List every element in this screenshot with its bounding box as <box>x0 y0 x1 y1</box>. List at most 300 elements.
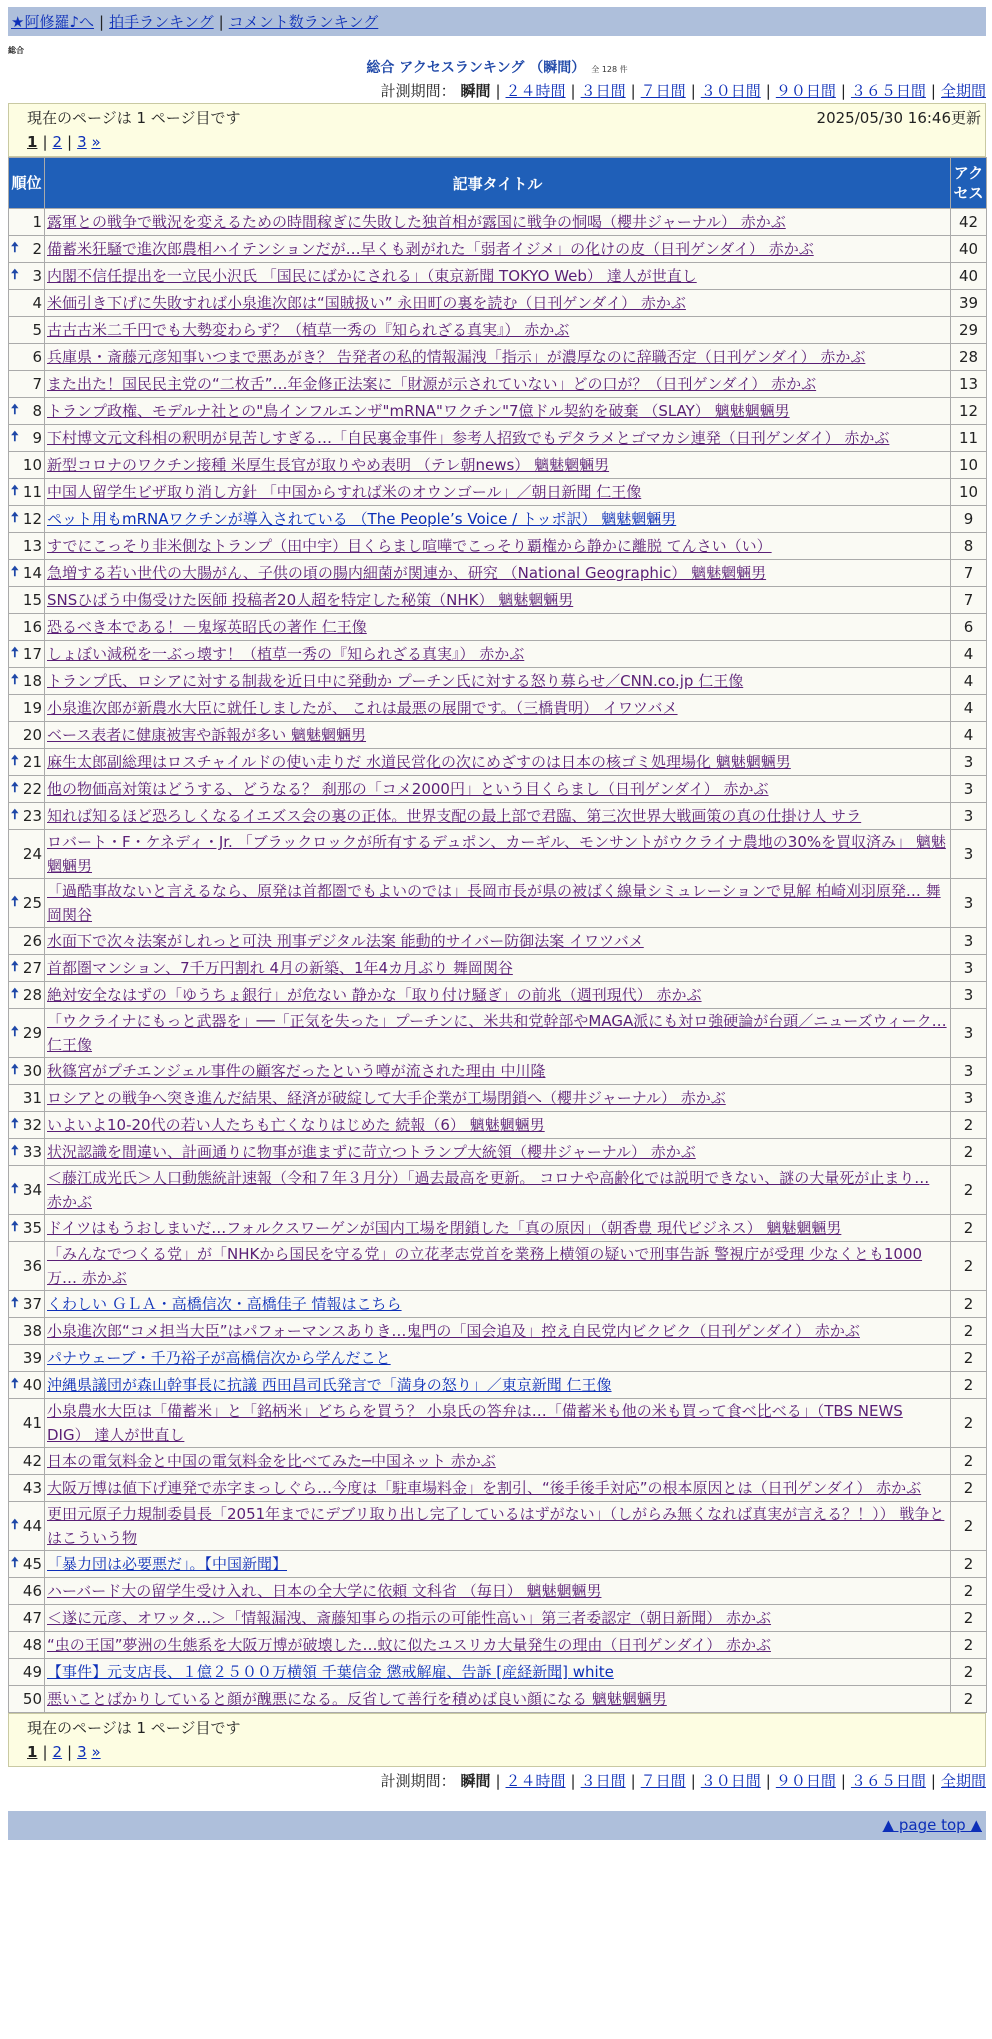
table-row <box>9 1112 987 1139</box>
article-link[interactable]: 首都圏マンション、7千万円割れ 4月の新築、1年4カ月ぶり 舞岡関谷 <box>47 959 513 977</box>
rank-up-arrow-icon: 🠅 <box>11 401 19 418</box>
rank-cell <box>9 955 45 982</box>
access-count: 9 <box>951 506 987 533</box>
table-row <box>9 830 987 879</box>
title-cell <box>45 290 951 317</box>
rank-number: 10 <box>22 456 42 474</box>
title-cell <box>45 1166 951 1215</box>
article-link[interactable]: 恐るべき本である！－鬼塚英昭氏の著作 仁王像 <box>47 618 367 636</box>
period-link[interactable]: ３０日間 <box>700 1772 761 1790</box>
separator: | <box>930 82 936 100</box>
rank-number: 21 <box>22 753 42 771</box>
rank-number: 28 <box>22 986 42 1004</box>
rank-up-arrow-icon: 🠅 <box>11 671 19 688</box>
rank-number: 38 <box>22 1322 42 1340</box>
table-row <box>9 1215 987 1242</box>
title-cell <box>45 1372 951 1399</box>
pager-top <box>8 103 986 157</box>
period-selector-top <box>8 79 986 103</box>
separator: | <box>765 1772 771 1790</box>
article-link[interactable]: すでにこっそり非米側なトランプ（田中宇）目くらまし喧嘩でこっそり覇権から静かに離脱 てんさい（い） <box>47 537 772 555</box>
access-count: 4 <box>951 641 987 668</box>
table-row <box>9 1318 987 1345</box>
access-count: 42 <box>951 209 987 236</box>
rank-number: 50 <box>22 1690 42 1708</box>
article-link[interactable]: トランプ氏、ロシアに対する制裁を近日中に発動か プーチン氏に対する怒り募らせ／CNN.co.jp 仁王像 <box>47 672 744 690</box>
article-link[interactable]: しょぼい減税を一ぶっ壊す！（植草一秀の『知られざる真実』） 赤かぶ <box>47 645 525 663</box>
rank-number: 47 <box>22 1609 42 1627</box>
table-row <box>9 1605 987 1632</box>
title-cell <box>45 236 951 263</box>
access-count: 2 <box>951 1502 987 1551</box>
access-count: 2 <box>951 1551 987 1578</box>
table-row <box>9 614 987 641</box>
title-cell <box>45 1318 951 1345</box>
table-row <box>9 928 987 955</box>
title-cell <box>45 1112 951 1139</box>
access-count: 2 <box>951 1372 987 1399</box>
rank-up-arrow-icon: 🠅 <box>11 958 19 975</box>
rank-number: 44 <box>22 1517 42 1535</box>
rank-cell <box>9 879 45 928</box>
rank-cell <box>9 344 45 371</box>
access-count: 3 <box>951 1058 987 1085</box>
rank-up-arrow-icon: 🠅 <box>11 1180 19 1197</box>
title-cell <box>45 1448 951 1475</box>
rank-up-arrow-icon: 🠅 <box>11 239 19 256</box>
title-cell <box>45 614 951 641</box>
rank-number: 43 <box>22 1479 42 1497</box>
title-header: 記事タイトル <box>45 158 951 209</box>
rank-number: 40 <box>22 1376 42 1394</box>
access-count: 2 <box>951 1112 987 1139</box>
article-link[interactable]: 小泉進次郎“コメ担当大臣”はパフォーマンスありき…鬼門の「国会追及」控え自民党内ビクビク（日刊ゲンダイ） 赤かぶ <box>47 1322 860 1340</box>
current-page-text: 現在のページは 1 ページ目です <box>27 109 241 127</box>
rank-number: 6 <box>32 348 42 366</box>
title-cell <box>45 879 951 928</box>
article-link[interactable]: ロバート・F・ケネディ・Jr. 「ブラックロックが所有するデュポン、カーギル、モンサントがウクライナ農地の30%を買収済み」 魑魅魍魎男 <box>47 833 946 875</box>
table-row <box>9 641 987 668</box>
period-link[interactable]: ３０日間 <box>700 82 761 100</box>
article-link[interactable]: 下村博文元文科相の釈明が見苦しすぎる…「自民裏金事件」参考人招致でもデタラメとゴマカシ連発（日刊ゲンダイ） 赤かぶ <box>47 429 890 447</box>
page-link[interactable]: 3 <box>77 133 87 151</box>
access-header: アクセス <box>951 158 987 209</box>
page-link[interactable]: 2 <box>52 1743 63 1761</box>
home-link[interactable]: ★阿修羅♪へ <box>11 13 95 31</box>
rank-up-arrow-icon: 🠅 <box>11 985 19 1002</box>
article-link[interactable]: トランプ政権、モデルナ社との"鳥インフルエンザ"mRNA"ワクチン"7億ドル契約を破棄 （SLAY） 魑魅魍魎男 <box>47 402 790 420</box>
access-count: 2 <box>951 1139 987 1166</box>
separator: | <box>218 12 224 31</box>
rank-number: 45 <box>22 1555 42 1573</box>
period-link[interactable]: ９０日間 <box>775 82 836 100</box>
rank-number: 22 <box>22 780 42 798</box>
article-link[interactable]: 中国人留学生ビザ取り消し方針 「中国からすれば米のオウンゴール」／朝日新聞 仁王像 <box>47 483 642 501</box>
ranking-rows <box>9 209 987 1713</box>
access-count: 11 <box>951 425 987 452</box>
title-cell <box>45 776 951 803</box>
rank-cell <box>9 209 45 236</box>
rank-up-arrow-icon: 🠅 <box>11 1142 19 1159</box>
rank-number: 39 <box>22 1349 42 1367</box>
rank-cell <box>9 1345 45 1372</box>
current-page-text: 現在のページは 1 ページ目です <box>27 1719 241 1737</box>
page-link[interactable]: » <box>91 133 101 151</box>
access-count: 2 <box>951 1632 987 1659</box>
rank-cell <box>9 506 45 533</box>
article-link[interactable]: 米価引き下げに失敗すれば小泉進次郎は“国賊扱い” 永田町の裏を読む（日刊ゲンダイ） 赤かぶ <box>47 294 686 312</box>
access-count: 29 <box>951 317 987 344</box>
access-count: 6 <box>951 614 987 641</box>
rank-number: 49 <box>22 1663 42 1681</box>
title-cell <box>45 641 951 668</box>
rank-cell <box>9 668 45 695</box>
rank-cell <box>9 1659 45 1686</box>
access-count: 2 <box>951 1242 987 1291</box>
access-count: 3 <box>951 830 987 879</box>
article-link[interactable]: ペット用もmRNAワクチンが導入されている （The People’s Voice / トッポ訳） 魑魅魍魎男 <box>47 510 677 528</box>
article-link[interactable]: 秋篠宮がプチエンジェル事件の顧客だったという噂が流された理由 中川隆 <box>47 1062 546 1080</box>
title-cell <box>45 1551 951 1578</box>
rank-up-arrow-icon: 🠅 <box>11 482 19 499</box>
period-link[interactable]: ２４時間 <box>505 82 566 100</box>
access-count: 39 <box>951 290 987 317</box>
separator: | <box>570 82 576 100</box>
title-cell <box>45 344 951 371</box>
rank-cell <box>9 695 45 722</box>
page-links <box>9 130 985 154</box>
title-cell <box>45 1009 951 1058</box>
rank-up-arrow-icon: 🠅 <box>11 644 19 661</box>
access-count: 40 <box>951 236 987 263</box>
article-link[interactable]: くわしい ＧＬＡ・高橋信次・高橋佳子 情報はこちら <box>47 1295 402 1313</box>
title-cell <box>45 695 951 722</box>
article-link[interactable]: 悪いことばかりしていると顔が醜悪になる。反省して善行を積めば良い顔になる 魑魅魍魎男 <box>47 1690 667 1708</box>
rank-up-arrow-icon: 🠅 <box>11 1023 19 1040</box>
access-count: 10 <box>951 452 987 479</box>
table-row <box>9 1399 987 1448</box>
title-cell <box>45 425 951 452</box>
title-cell <box>45 1502 951 1551</box>
period-link[interactable]: ２４時間 <box>505 1772 566 1790</box>
rank-number: 14 <box>22 564 42 582</box>
access-count: 2 <box>951 1578 987 1605</box>
title-cell <box>45 955 951 982</box>
rank-number: 30 <box>22 1062 42 1080</box>
rank-cell <box>9 1166 45 1215</box>
article-link[interactable]: 古古古米二千円でも大勢変わらず？（植草一秀の『知られざる真実』） 赤かぶ <box>47 321 570 339</box>
page-link[interactable]: 2 <box>52 133 63 151</box>
article-link[interactable]: 日本の電気料金と中国の電気料金を比べてみた─中国ネット 赤かぶ <box>47 1452 496 1470</box>
title-cell <box>45 1686 951 1713</box>
table-row <box>9 1632 987 1659</box>
rank-cell <box>9 1318 45 1345</box>
table-row <box>9 749 987 776</box>
article-link[interactable]: 備蓄米狂騒で進次郎農相ハイテンションだが…早くも剥がれた「弱者イジメ」の化けの皮（日刊ゲンダイ） 赤かぶ <box>47 240 814 258</box>
rank-cell <box>9 1448 45 1475</box>
table-row <box>9 695 987 722</box>
access-count: 2 <box>951 1475 987 1502</box>
title-cell <box>45 928 951 955</box>
table-row <box>9 506 987 533</box>
rank-up-arrow-icon: 🠅 <box>11 509 19 526</box>
period-link[interactable]: 全期間 <box>940 82 986 100</box>
rank-cell <box>9 1605 45 1632</box>
article-link[interactable]: また出た！国民民主党の“二枚舌”…年金修正法案に「財源が示されていない」どの口が？（日刊ゲンダイ） 赤かぶ <box>47 375 817 393</box>
rank-up-arrow-icon: 🠅 <box>11 1061 19 1078</box>
access-count: 4 <box>951 722 987 749</box>
rank-cell <box>9 928 45 955</box>
separator: | <box>42 133 48 151</box>
rank-up-arrow-icon: 🠅 <box>11 806 19 823</box>
page-links <box>9 1740 985 1764</box>
separator: | <box>630 82 636 100</box>
article-link[interactable]: ＜遂に元彦、オワッタ…＞「情報漏洩、斎藤知事らの指示の可能性高い」第三者委認定（朝日新聞） 赤かぶ <box>47 1609 772 1627</box>
rank-number: 12 <box>22 510 42 528</box>
title-cell <box>45 982 951 1009</box>
period-link[interactable]: ３６５日間 <box>850 1772 926 1790</box>
rank-cell <box>9 236 45 263</box>
period-link[interactable]: ７日間 <box>640 82 686 100</box>
access-count: 3 <box>951 749 987 776</box>
access-count: 40 <box>951 263 987 290</box>
title-cell <box>45 722 951 749</box>
page-top-link[interactable]: ▲ page top ▲ <box>882 1816 982 1834</box>
rank-cell <box>9 425 45 452</box>
rank-up-arrow-icon: 🠅 <box>11 779 19 796</box>
article-link[interactable]: ベース表者に健康被害や訴報が多い 魑魅魍魎男 <box>47 726 367 744</box>
rank-number: 3 <box>32 267 42 285</box>
rank-number: 24 <box>22 845 42 863</box>
article-link[interactable]: 急増する若い世代の大腸がん、子供の頃の腸内細菌が関連か、研究 （National Geographic） 魑魅魍魎男 <box>47 564 767 582</box>
rank-up-arrow-icon: 🠅 <box>11 1115 19 1132</box>
pager-bottom <box>8 1713 986 1767</box>
rank-number: 2 <box>32 240 42 258</box>
rank-number: 26 <box>22 932 42 950</box>
updated-time: 2025/05/30 16:46更新 <box>816 109 981 127</box>
table-row <box>9 1659 987 1686</box>
access-count: 3 <box>951 928 987 955</box>
article-link[interactable]: 絶対安全なはずの「ゆうちょ銀行」が危ない 静かな「取り付け騒ぎ」の前兆（週刊現代） 赤かぶ <box>47 986 702 1004</box>
rank-number: 34 <box>22 1181 42 1199</box>
rank-up-arrow-icon: 🠅 <box>11 563 19 580</box>
rank-cell <box>9 1399 45 1448</box>
article-link[interactable]: 「暴力団は必要悪だ」。【中国新聞】 <box>47 1555 288 1573</box>
rank-number: 19 <box>22 699 42 717</box>
comment-ranking-link[interactable]: コメント数ランキング <box>228 13 379 31</box>
article-link[interactable]: 更田元原子力規制委員長「2051年までにデブリ取り出し完了しているはずがない」（しがらみ無くなれば真実が言える？！）） 戦争とはこういう物 <box>47 1505 945 1547</box>
table-row <box>9 1139 987 1166</box>
period-selector-bottom <box>8 1769 986 1793</box>
period-label: 計測期間： <box>380 1772 456 1790</box>
article-link[interactable]: 兵庫県・斎藤元彦知事いつまで悪あがき？ 告発者の私的情報漏洩「指示」が濃厚なのに辞職否定（日刊ゲンダイ） 赤かぶ <box>47 348 866 366</box>
rank-cell <box>9 1372 45 1399</box>
period-label: 計測期間： <box>380 82 456 100</box>
article-link[interactable]: 知れば知るほど恐ろしくなるイエズス会の裏の正体。世界支配の最上部で君臨、第三次世界大戦画策の真の仕掛け人 サラ <box>47 807 862 825</box>
table-row <box>9 1058 987 1085</box>
article-link[interactable]: 【事件】元支店長、１億２５００万横領 千葉信金 懲戒解雇、告訴 [産経新聞] white <box>47 1663 614 1681</box>
table-header-row <box>9 158 987 209</box>
article-link[interactable]: 露軍との戦争で戦況を変えるための時間稼ぎに失敗した独首相が露国に戦争の恫喝（櫻井ジャーナル） 赤かぶ <box>47 213 786 231</box>
access-count: 3 <box>951 803 987 830</box>
separator: | <box>690 1772 696 1790</box>
article-link[interactable]: 「みんなでつくる党」が「NHKから国民を守る党」の立花孝志党首を業務上横領の疑いで刑事告訴 警視庁が受理 少なくとも1000万… 赤かぶ <box>47 1245 923 1287</box>
separator: | <box>67 133 73 151</box>
table-row <box>9 452 987 479</box>
rank-number: 15 <box>22 591 42 609</box>
table-row <box>9 1502 987 1551</box>
table-row <box>9 344 987 371</box>
title-cell <box>45 452 951 479</box>
current-page: 1 <box>27 1743 38 1761</box>
rank-number: 1 <box>32 213 42 231</box>
separator: | <box>495 1772 501 1790</box>
period-link[interactable]: 全期間 <box>940 1772 986 1790</box>
rank-number: 29 <box>22 1024 42 1042</box>
article-link[interactable]: 小泉農水大臣は「備蓄米」と「銘柄米」どちらを買う？ 小泉氏の答弁は…「備蓄米も他の米も買って食べ比べる」（TBS NEWS DIG） 達人が世直し <box>47 1402 903 1444</box>
page-link[interactable]: 3 <box>77 1743 87 1761</box>
rank-up-arrow-icon: 🠅 <box>11 1554 19 1571</box>
rank-number: 25 <box>22 894 42 912</box>
article-link[interactable]: 他の物価高対策はどうする、どうなる？ 刹那の「コメ2000円」という目くらまし（日刊ゲンダイ） 赤かぶ <box>47 780 769 798</box>
title-cell <box>45 587 951 614</box>
rank-cell <box>9 982 45 1009</box>
separator: | <box>690 82 696 100</box>
top-nav-bar <box>8 7 986 36</box>
access-count: 2 <box>951 1448 987 1475</box>
rank-number: 18 <box>22 672 42 690</box>
title-cell <box>45 506 951 533</box>
title-cell <box>45 668 951 695</box>
rank-cell <box>9 803 45 830</box>
rank-cell <box>9 1009 45 1058</box>
access-count: 2 <box>951 1399 987 1448</box>
title-cell <box>45 749 951 776</box>
rank-cell <box>9 1686 45 1713</box>
rank-number: 13 <box>22 537 42 555</box>
article-link[interactable]: 「過酷事故ないと言えるなら、原発は首都圏でもよいのでは」長岡市長が県の被ばく線量シミュレーションで見解 柏崎刈羽原発… 舞岡関谷 <box>47 882 941 924</box>
access-count: 13 <box>951 371 987 398</box>
period-link[interactable]: ３日間 <box>580 82 626 100</box>
table-row <box>9 1372 987 1399</box>
title-cell <box>45 803 951 830</box>
article-link[interactable]: ＜藤江成光氏＞人口動態統計速報（令和７年３月分）「過去最高を更新。 コロナや高齢化では説明できない、謎の大量死が止まり… 赤かぶ <box>47 1169 930 1211</box>
period-link[interactable]: ９０日間 <box>775 1772 836 1790</box>
article-link[interactable]: “虫の王国”夢洲の生態系を大阪万博が破壊した…蚊に似たユスリカ大量発生の理由（日刊ゲンダイ） 赤かぶ <box>47 1636 771 1654</box>
title-cell <box>45 1058 951 1085</box>
table-row <box>9 722 987 749</box>
rank-up-arrow-icon: 🠅 <box>11 428 19 445</box>
period-link[interactable]: ３６５日間 <box>850 82 926 100</box>
rank-number: 37 <box>22 1295 42 1313</box>
access-count: 2 <box>951 1605 987 1632</box>
rank-number: 23 <box>22 807 42 825</box>
table-row <box>9 1475 987 1502</box>
page-link[interactable]: » <box>91 1743 101 1761</box>
rank-number: 31 <box>22 1089 42 1107</box>
article-link[interactable]: 「ウクライナにもっと武器を」──「正気を失った」プーチンに、米共和党幹部やMAGA派にも対ロ強硬論が台頭／ニューズウィーク… 仁王像 <box>47 1012 947 1054</box>
rank-cell <box>9 1551 45 1578</box>
rank-cell <box>9 749 45 776</box>
clap-ranking-link[interactable]: 拍手ランキング <box>109 13 214 31</box>
article-link[interactable]: ロシアとの戦争へ突き進んだ結果、経済が破綻して大手企業が工場閉鎖へ（櫻井ジャーナル） 赤かぶ <box>47 1089 726 1107</box>
access-count: 2 <box>951 1686 987 1713</box>
article-link[interactable]: 大阪万博は値下げ連発で赤字まっしぐら…今度は「駐車場料金」を割引、“後手後手対応”の根本原因とは（日刊ゲンダイ） 赤かぶ <box>47 1479 922 1497</box>
table-row <box>9 398 987 425</box>
title-cell <box>45 1399 951 1448</box>
rank-header: 順位 <box>9 158 45 209</box>
separator: | <box>570 1772 576 1790</box>
table-row <box>9 1085 987 1112</box>
rank-cell <box>9 587 45 614</box>
article-link[interactable]: ハーバード大の留学生受け入れ、日本の全大学に依頼 文科省 （毎日） 魑魅魍魎男 <box>47 1582 602 1600</box>
total-count: 全 128 件 <box>591 65 628 74</box>
rank-number: 7 <box>32 375 42 393</box>
rank-cell <box>9 398 45 425</box>
rank-cell <box>9 1578 45 1605</box>
rank-number: 35 <box>22 1219 42 1237</box>
table-row <box>9 776 987 803</box>
table-row <box>9 1686 987 1713</box>
access-count: 2 <box>951 1166 987 1215</box>
article-link[interactable]: パナウェーブ・千乃裕子が高橋信次から学んだこと <box>47 1349 391 1367</box>
table-row <box>9 209 987 236</box>
rank-up-arrow-icon: 🠅 <box>11 1375 19 1392</box>
title-cell <box>45 1578 951 1605</box>
footer-bar <box>8 1811 986 1840</box>
article-link[interactable]: 麻生太郎副総理はロスチャイルドの使い走りだ 水道民営化の次にめざすのは日本の核ゴミ処理場化 魑魅魍魎男 <box>47 753 791 771</box>
title-cell <box>45 1139 951 1166</box>
period-link[interactable]: ３日間 <box>580 1772 626 1790</box>
access-count: 12 <box>951 398 987 425</box>
access-count: 4 <box>951 668 987 695</box>
table-row <box>9 879 987 928</box>
table-row <box>9 371 987 398</box>
title-cell <box>45 1085 951 1112</box>
article-link[interactable]: 沖縄県議団が森山幹事長に抗議 西田昌司氏発言で「満身の怒り」／東京新聞 仁王像 <box>47 1376 612 1394</box>
rank-cell <box>9 560 45 587</box>
title-cell <box>45 1215 951 1242</box>
article-link[interactable]: 水面下で次々法案がしれっと可決 刑事デジタル法案 能動的サイバー防御法案 イワツバメ <box>47 932 644 950</box>
rank-cell <box>9 371 45 398</box>
article-link[interactable]: 小泉進次郎が新農水大臣に就任しましたが、 これは最悪の展開です。（三橋貴明） イワツバメ <box>47 699 678 717</box>
separator: | <box>42 1743 48 1761</box>
table-row <box>9 1578 987 1605</box>
article-link[interactable]: いよいよ10-20代の若い人たちも亡くなりはじめた 続報（6） 魑魅魍魎男 <box>47 1116 545 1134</box>
access-count: 2 <box>951 1318 987 1345</box>
article-link[interactable]: ドイツはもうおしまいだ…フォルクスワーゲンが国内工場を閉鎖した「真の原因」（朝香豊 現代ビジネス） 魑魅魍魎男 <box>47 1219 842 1237</box>
page <box>8 7 986 1840</box>
rank-cell <box>9 317 45 344</box>
title-cell <box>45 560 951 587</box>
period-current: 瞬間 <box>460 1772 491 1790</box>
article-link[interactable]: 内閣不信任提出を一立民小沢氏 「国民にばかにされる」（東京新聞 TOKYO Web） 達人が世直し <box>47 267 697 285</box>
period-link[interactable]: ７日間 <box>640 1772 686 1790</box>
article-link[interactable]: SNSひばう中傷受けた医師 投稿者20人超を特定した秘策（NHK） 魑魅魍魎男 <box>47 591 574 609</box>
rank-number: 11 <box>22 483 42 501</box>
page-title <box>8 57 986 79</box>
table-row <box>9 236 987 263</box>
article-link[interactable]: 新型コロナのワクチン接種 米厚生長官が取りやめ表明 （テレ朝news） 魑魅魍魎男 <box>47 456 610 474</box>
article-link[interactable]: 状況認識を間違い、計画通りに物事が進まずに苛立つトランプ大統領（櫻井ジャーナル） 赤かぶ <box>47 1143 696 1161</box>
access-count: 3 <box>951 879 987 928</box>
access-count: 28 <box>951 344 987 371</box>
access-count: 7 <box>951 587 987 614</box>
title-cell <box>45 371 951 398</box>
rank-cell <box>9 1291 45 1318</box>
rank-up-arrow-icon: 🠅 <box>11 266 19 283</box>
separator: | <box>67 1743 73 1761</box>
